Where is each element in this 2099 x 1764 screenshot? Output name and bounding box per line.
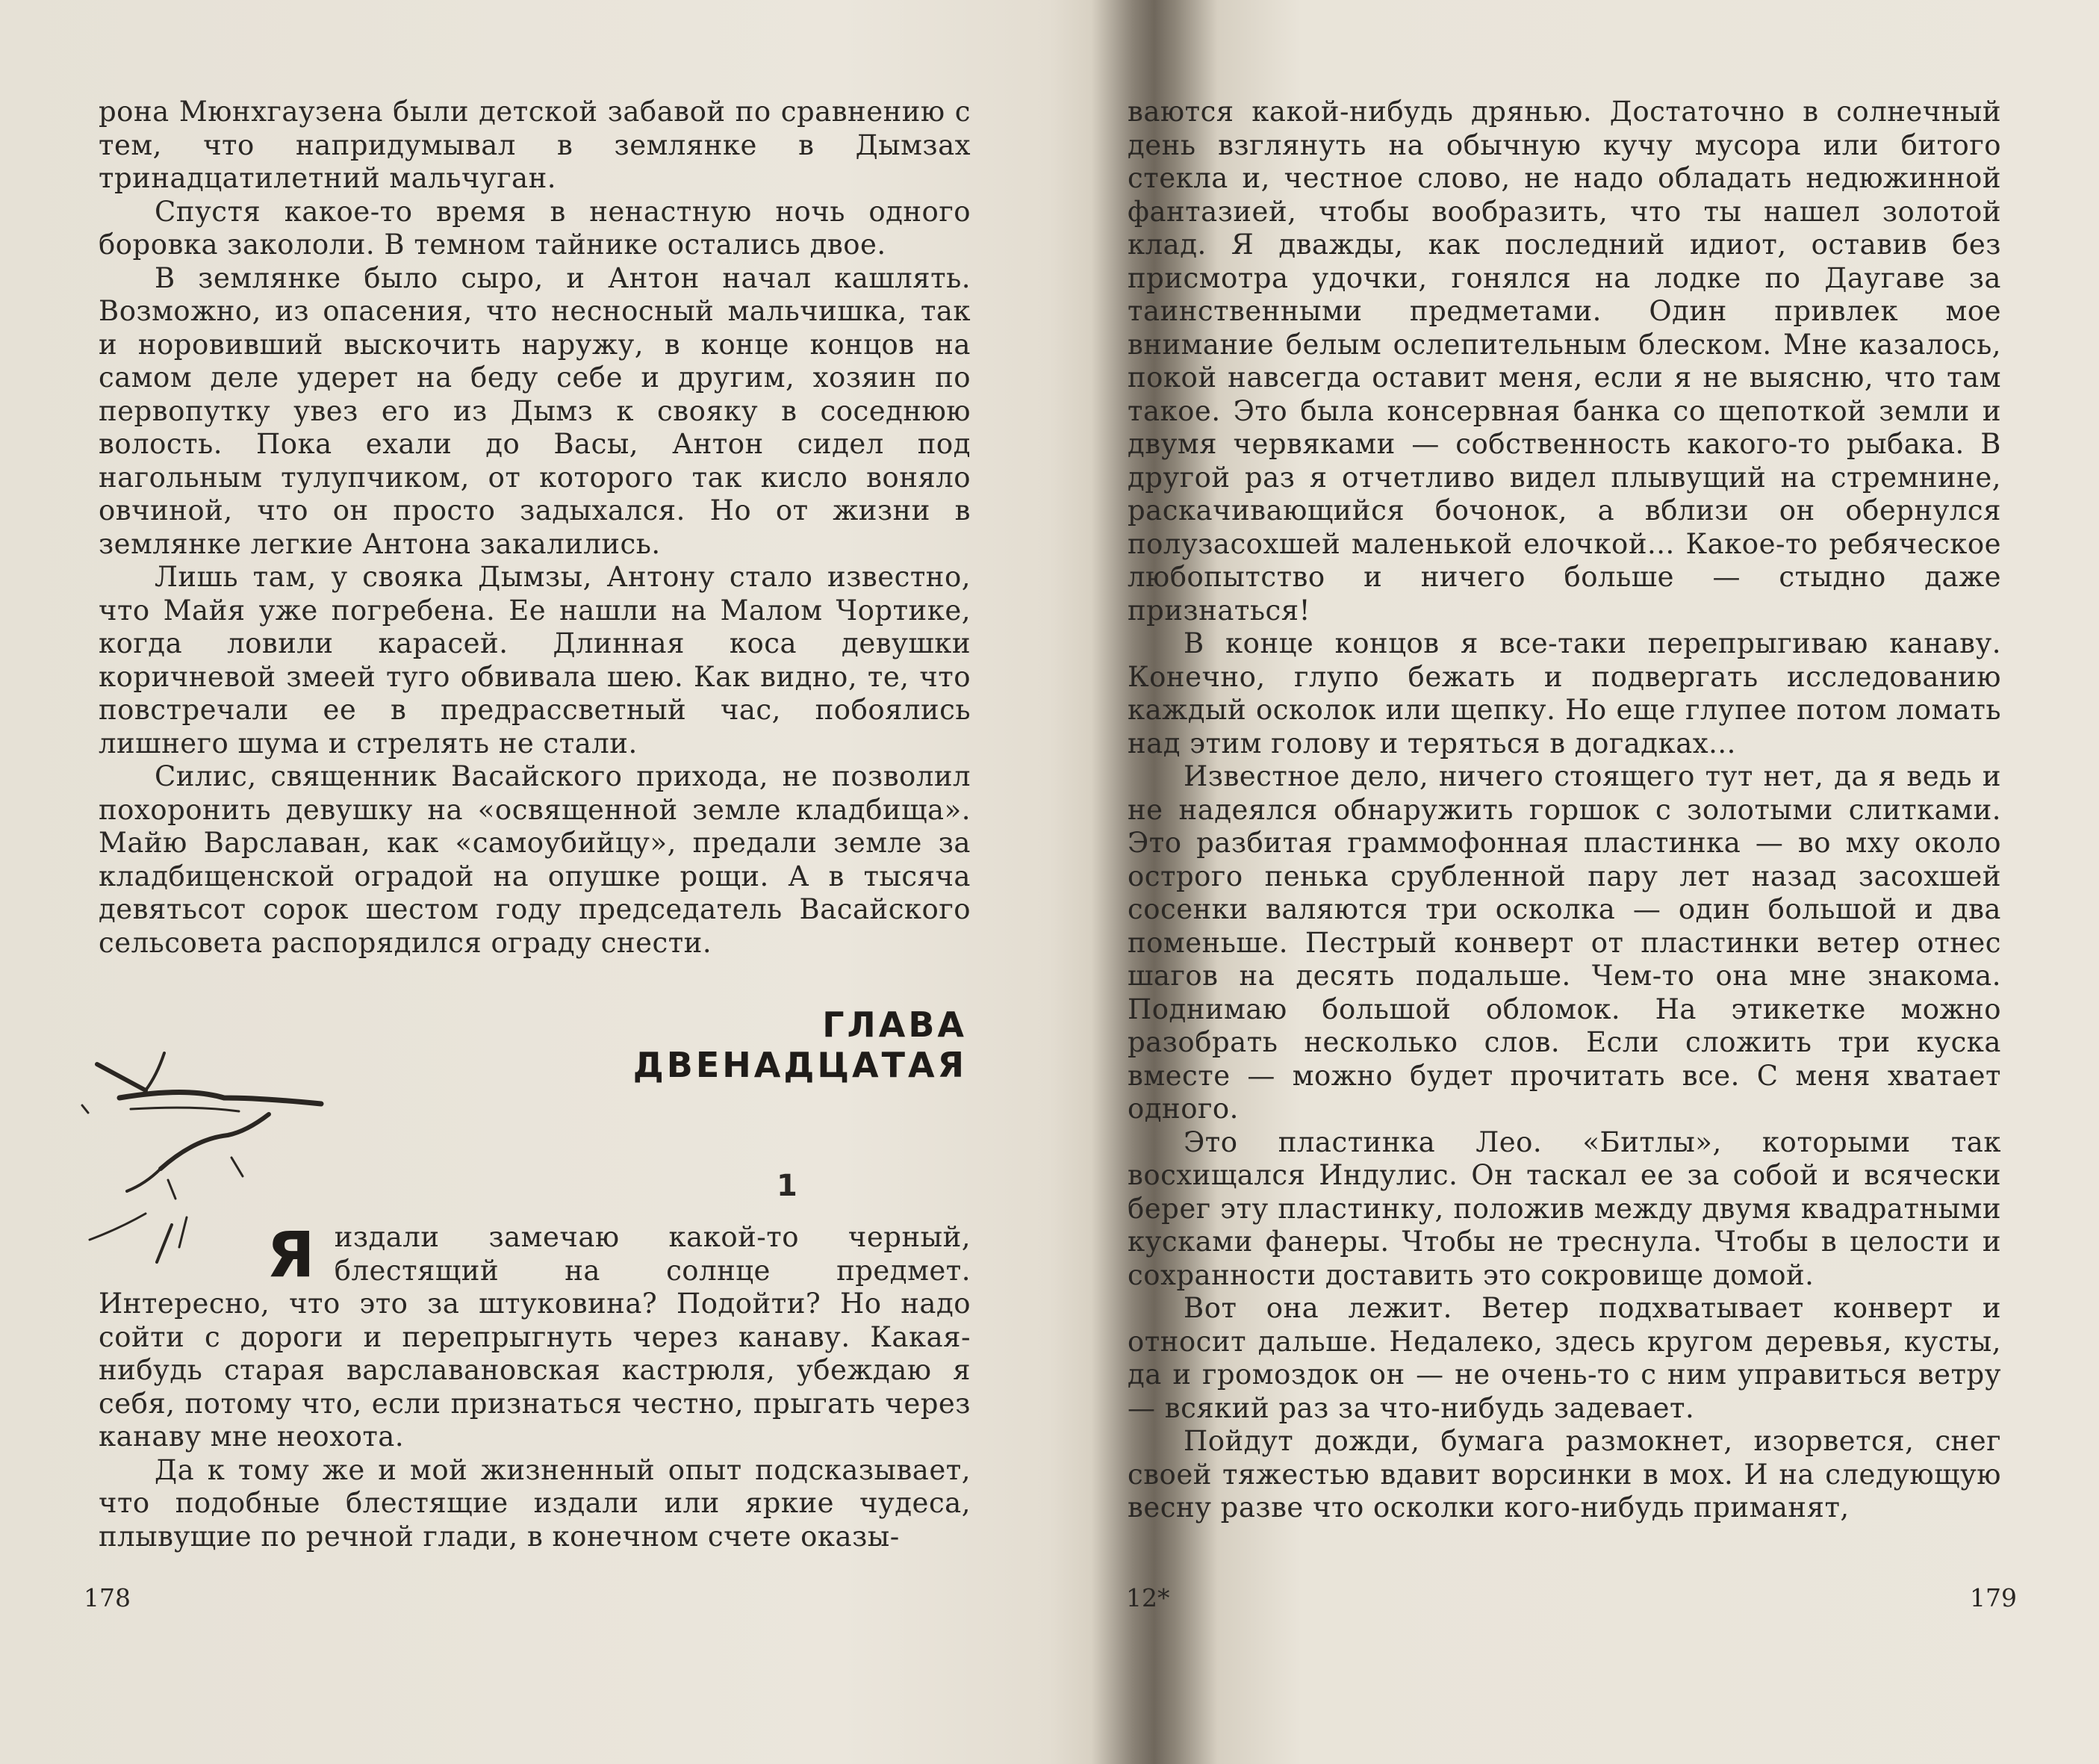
paragraph: Спустя какое-то время в ненастную ночь одного боровка закололи. В темном тайнике остались двое. (99, 195, 971, 261)
paragraph: Силис, священник Васайского прихода, не позволил похоронить девушку на «освященной земле кладбища». Майю Варславан, как «самоубийцу», предали земле за кладбищенской оградой на опушке рощи. А в тысяча девятьсот сорок шестом году председатель Васайского сельсовета распорядился ограду снести. (99, 760, 971, 959)
page-number: 179 (1970, 1583, 2017, 1612)
section-number: 1 (777, 1169, 797, 1203)
paragraph: Да к тому же и мой жизненный опыт подсказывает, что подобные блестящие издали или яркие чудеса, плывущие по речной глади, в конечном счете оказы- (99, 1453, 971, 1553)
chapter-heading: ГЛАВА ДВЕНАДЦАТАЯ (632, 1004, 967, 1085)
paragraph: рона Мюнхгаузена были детской забавой по сравнению с тем, что напридумывал в землянке в Дымзах тринадцатилетний мальчуган. (99, 96, 971, 194)
drop-cap: Я (267, 1218, 315, 1291)
paragraph: Это пластинка Лео. «Битлы», которыми так восхищался Индулис. Он таскал ее за собой и всячески берег эту пластинку, положив между двумя квадратными кусками фанеры. Чтобы не треснула. Чтобы в целости и сохранности доставить это сокровище домой. (1128, 1125, 2001, 1291)
signature-mark: 12* (1126, 1583, 1170, 1612)
paragraph: издали замечаю какой-то черный, блестящий на солнце предмет. Интересно, что это за штуковина? Подойти? Но надо сойти с дороги и перепрыгнуть через канаву. Какая-нибудь старая варславановская кастрюля, убеждаю я себя, потому что, если признаться честно, прыгать через канаву мне неохота. (99, 1221, 971, 1453)
paragraph: Пойдут дожди, бумага размокнет, изорвется, снег своей тяжестью вдавит ворсинки в мох. И на следующую весну разве что осколки кого-нибудь приманят, (1128, 1425, 2001, 1524)
paragraph: Вот она лежит. Ветер подхватывает конверт и относит дальше. Недалеко, здесь кругом деревья, кусты, да и громоздок он — не очень-то с ним управиться ветру — всякий раз за что-нибудь задевает. (1128, 1292, 2001, 1424)
paragraph: ваются какой-нибудь дрянью. Достаточно в солнечный день взглянуть на обычную кучу мусора или битого стекла и, честное слово, не надо обладать недюжинной фантазией, чтобы вообразить, что ты нашел золотой клад. Я дважды, как последний идиот, оставив без присмотра удочки, гонялся на лодке по Даугаве за таинственными предметами. Один привлек мое внимание белым ослепительным блеском. Мне казалось, покой навсегда оставит меня, если я не выясню, что там такое. Это была консервная банка со щепоткой земли и двумя червяками — собственность какого-то рыбака. В другой раз я отчетливо видел плывущий на стремнине, раскачивающийся бочонок, а вблизи он обернулся полузасохшей маленькой елочкой... Какое-то ребяческое любопытство и ничего больше — стыдно даже признаться! (1128, 96, 2001, 627)
paragraph: В землянке было сыро, и Антон начал кашлять. Возможно, из опасения, что несносный мальчишка, так и норовивший выскочить наружу, в конце концов на самом деле удерет на беду себе и другим, хозяин по первопутку увез его из Дымз к свояку в соседнюю волость. Пока ехали до Васы, Антон сидел под нагольным тулупчиком, от которого так кисло воняло овчиной, что он просто задыхался. Но от жизни в землянке легкие Антона закалились. (99, 261, 971, 560)
page-number: 178 (84, 1583, 131, 1612)
paragraph: Известное дело, ничего стоящего тут нет, да я ведь и не надеялся обнаружить горшок с золотыми слитками. Это разбитая граммофонная пластинка — во мху около острого пенька срубленной пару лет назад засохшей сосенки валяются три осколка — один большой и два поменьше. Пестрый конверт от пластинки ветер отнес шагов на десять подальше. Чем-то она мне знакома. Поднимаю большой обломок. На этикетке можно разобрать несколько слов. Если сложить три куска вместе — можно будет прочитать все. С меня хватает одного. (1128, 760, 2001, 1125)
paragraph: Лишь там, у свояка Дымзы, Антону стало известно, что Майя уже погребена. Ее нашли на Малом Чортике, когда ловили карасей. Длинная коса девушки коричневой змеей туго обвивала шею. Как видно, те, что повстречали ее в предрассветный час, побоялись лишнего шума и стрелять не стали. (99, 561, 971, 760)
paragraph: В конце концов я все-таки перепрыгиваю канаву. Конечно, глупо бежать и подвергать исследованию каждый осколок или щепку. Но еще глупее потом ломать над этим голову и теряться в догадках... (1128, 627, 2001, 760)
